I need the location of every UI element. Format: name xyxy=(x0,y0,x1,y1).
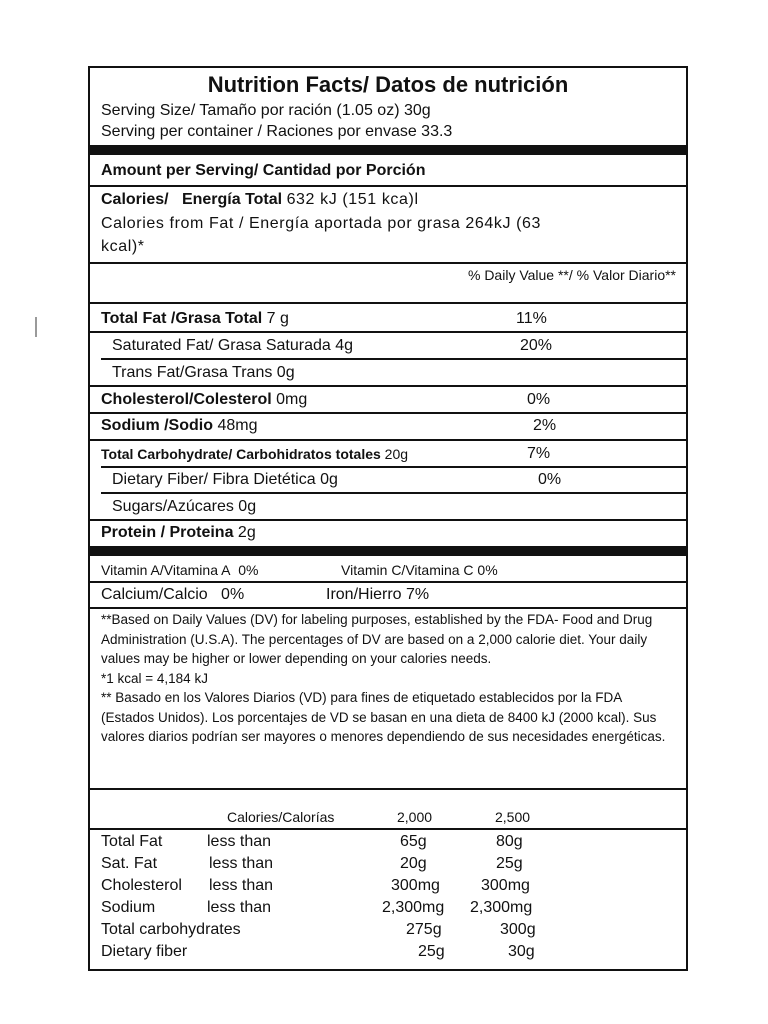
footnote-spanish: ** Basado en los Valores Diarios (VD) para fines de etiquetado establecidos por la FDA (Estados Unidos). Los porcentajes de VD se basan en una dieta de 8400 kJ (2000 kcal). Sus valores diarios podrían ser mayores o menores dependiendo de sus necesidades energéticas. xyxy=(101,690,666,744)
dv-total-carbohydrate: 7% xyxy=(527,445,551,462)
divider xyxy=(90,607,686,609)
calories-label: Calories/ xyxy=(101,191,169,208)
vitamin-c: Vitamin C/Vitamina C 0% xyxy=(341,562,498,578)
vitamin-a: Vitamin A/Vitamina A 0% xyxy=(101,562,259,578)
calories-row xyxy=(101,192,419,208)
calories-from-fat-cont: kcal)* xyxy=(101,238,145,255)
dv-saturated-fat: 20% xyxy=(520,337,553,354)
footnotes xyxy=(101,610,676,747)
ref-header-2000: 2,000 xyxy=(397,809,433,825)
nutrient-row-sugars: Sugars/Azúcares 0g xyxy=(112,498,257,515)
footnote-english: **Based on Daily Values (DV) for labeling purposes, established by the FDA- Food and Drug Administration (U.S.A). The percentages of DV are based on a 2,000 calorie diet. Your daily values may be higher or lower depending on your calories needs. xyxy=(101,612,653,666)
nutrient-row-saturated-fat: Saturated Fat/ Grasa Saturada 4g xyxy=(112,337,354,354)
energy-label: Energía Total xyxy=(181,191,283,208)
ref-header-label: Calories/Calorías xyxy=(227,809,335,825)
dv-total-fat: 11% xyxy=(516,310,547,327)
servings-per-container: Serving per container / Raciones por envase 33.3 xyxy=(101,123,453,140)
nutrition-label: Nutrition Facts/ Datos de nutrición Serving Size/ Tamaño por ración (1.05 oz) 30g Serving per container / Raciones por envase 33.3 Amount per Serving/ Cantidad por Porción Calories/ Energía Total 632 kJ (151 kca)l Calories from Fat / Energía aportada por grasa 264kJ (63 kcal)* % Daily Value **/ % Valor Diario** Total Fat /Grasa Total 7 g 11% Saturated Fat/ Grasa Saturada 4g 20% Trans Fat/Grasa Trans 0g Cholesterol/Colesterol 0mg 0% Sodium /Sodio 48mg 2% Total Carbohydrate/ Carbohidratos totales 20g 7% Dietary Fiber/ Fibra Dietética 0g 0% Sugars/Azúcares 0g Protein / Proteina 2g Vitamin A/Vitamina A 0% Vitamin C/Vitamina C 0% Calcium/Calcio 0% Iron/Hierro 7% **Based on Daily Values (DV) for labeling purposes, established by the FDA- Food and Drug Administration (U.S.A). The percentages of DV are based on a 2,000 calorie diet. Your daily values may be higher or lower depending on your calories needs. *1 kcal = 4,184 kJ ** Basado en los Valores Diarios (VD) para fines de etiquetado establecidos por la FDA (Estados Unidos). Los porcentajes de VD se basan en una dieta de 8400 kJ (2000 kcal). Sus valores diarios podrían ser mayores o menores dependiendo de sus necesidades energéticas. Calories/Calorías 2,000 2,500 Total Fat less than 65g 80g Sat. Fat less than 20g 25g Cholesterol less than 300mg 300mg Sodium less than 2,300mg 2,300mg Total carbohydrates 275g 300g Dietary fiber 25g 30g xyxy=(88,66,688,971)
nutrient-row-protein: Protein / Proteina 2g xyxy=(101,524,256,541)
divider xyxy=(90,302,686,304)
divider xyxy=(90,581,686,583)
divider xyxy=(101,492,686,494)
daily-value-header: % Daily Value **/ % Valor Diario** xyxy=(467,267,676,283)
divider xyxy=(90,439,686,441)
label-title: Nutrition Facts/ Datos de nutrición xyxy=(207,72,569,97)
dv-sodium: 2% xyxy=(533,417,557,434)
nutrient-row-cholesterol: Cholesterol/Colesterol 0mg xyxy=(101,391,308,408)
thick-divider xyxy=(90,546,686,556)
iron: Iron/Hierro 7% xyxy=(326,586,430,603)
divider xyxy=(90,262,686,264)
divider xyxy=(90,185,686,187)
calcium: Calcium/Calcio 0% xyxy=(101,586,245,603)
divider xyxy=(90,412,686,414)
divider xyxy=(101,358,686,360)
calories-from-fat: Calories from Fat / Energía aportada por grasa 264kJ (63 xyxy=(101,215,542,232)
nutrient-row-total-carbohydrate: Total Carbohydrate/ Carbohidratos totales 20g xyxy=(101,446,409,462)
divider xyxy=(101,466,686,468)
amount-per-serving: Amount per Serving/ Cantidad por Porción xyxy=(101,162,426,179)
footnote-kcal: *1 kcal = 4,184 kJ xyxy=(101,670,208,686)
nutrient-row-sodium: Sodium /Sodio 48mg xyxy=(101,417,258,434)
stray-mark xyxy=(35,317,37,337)
divider xyxy=(90,519,686,521)
serving-size: Serving Size/ Tamaño por ración (1.05 oz) 30g xyxy=(101,102,431,119)
calories-value: 632 kJ (151 kca)l xyxy=(286,191,419,208)
divider xyxy=(90,828,686,830)
nutrient-row-total-fat: Total Fat /Grasa Total 7 g xyxy=(101,310,289,327)
thick-divider xyxy=(90,145,686,155)
nutrient-row-trans-fat: Trans Fat/Grasa Trans 0g xyxy=(112,364,295,381)
ref-header-2500: 2,500 xyxy=(495,809,531,825)
dv-cholesterol: 0% xyxy=(527,391,551,408)
divider xyxy=(90,385,686,387)
divider xyxy=(90,788,686,790)
dv-dietary-fiber: 0% xyxy=(538,471,562,488)
nutrient-row-dietary-fiber: Dietary Fiber/ Fibra Dietética 0g xyxy=(112,471,338,488)
divider xyxy=(90,331,686,333)
